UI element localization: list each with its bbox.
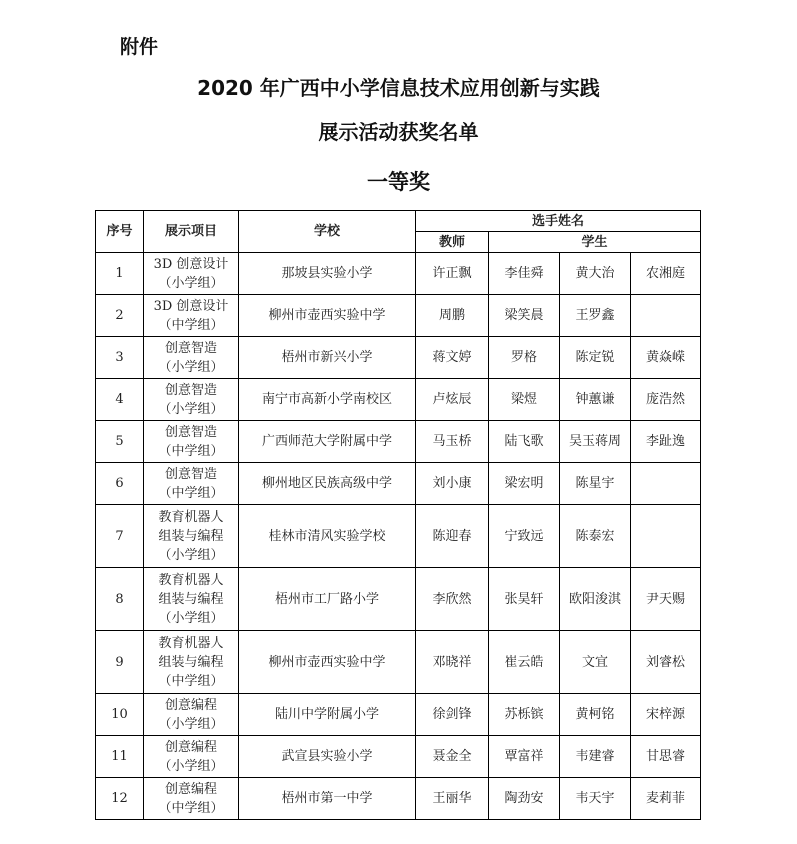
table-row xyxy=(96,379,701,421)
table-row xyxy=(96,631,701,694)
cell-teacher: 徐剑锋 xyxy=(416,694,489,736)
cell-project xyxy=(144,463,239,505)
cell-student: 陈星宇 xyxy=(560,463,631,505)
cell-project xyxy=(144,694,239,736)
cell-project xyxy=(144,379,239,421)
table-row xyxy=(96,253,701,295)
cell-no: 6 xyxy=(96,463,144,505)
header-student: 学生 xyxy=(489,232,701,253)
cell-teacher: 李欣然 xyxy=(416,568,489,631)
cell-project xyxy=(144,736,239,778)
project-text-line: 创意智造 xyxy=(164,340,217,356)
project-text-line: （中学组） xyxy=(158,443,224,459)
cell-student: 甘思睿 xyxy=(631,736,701,778)
cell-school: 那坡县实验小学 xyxy=(239,253,416,295)
project-text-line: 教育机器人 xyxy=(158,635,224,651)
project-text-line: 创意编程 xyxy=(164,739,217,755)
page-title-line2: 展示活动获奖名单 xyxy=(318,120,479,144)
cell-project xyxy=(144,253,239,295)
cell-no: 4 xyxy=(96,379,144,421)
cell-student: 尹天赐 xyxy=(631,568,701,631)
cell-student: 崔云皓 xyxy=(489,631,560,694)
cell-student: 罗格 xyxy=(489,337,560,379)
cell-student: 庞浩然 xyxy=(631,379,701,421)
cell-student: 李佳舜 xyxy=(489,253,560,295)
cell-project xyxy=(144,631,239,694)
cell-school: 梧州市新兴小学 xyxy=(239,337,416,379)
cell-school: 柳州市壶西实验中学 xyxy=(239,631,416,694)
cell-project xyxy=(144,568,239,631)
cell-student: 农湘庭 xyxy=(631,253,701,295)
project-text-line: （中学组） xyxy=(158,800,224,816)
cell-teacher: 聂金全 xyxy=(416,736,489,778)
header-project: 展示项目 xyxy=(144,211,239,253)
cell-student: 刘睿松 xyxy=(631,631,701,694)
project-text-line: （中学组） xyxy=(158,673,224,689)
attachment-label: 附件 xyxy=(120,36,159,58)
table-row xyxy=(96,337,701,379)
cell-teacher: 刘小康 xyxy=(416,463,489,505)
award-level-heading: 一等奖 xyxy=(367,170,430,194)
cell-no: 2 xyxy=(96,295,144,337)
cell-no: 9 xyxy=(96,631,144,694)
project-text-line: 创意智造 xyxy=(164,424,217,440)
cell-student: 吴玉蒋周 xyxy=(560,421,631,463)
cell-project xyxy=(144,778,239,820)
project-text-line: （中学组） xyxy=(158,485,224,501)
cell-student: 苏栎镔 xyxy=(489,694,560,736)
cell-project xyxy=(144,505,239,568)
header-teacher: 教师 xyxy=(416,232,489,253)
project-text-line: 教育机器人 xyxy=(158,509,224,525)
cell-student: 梁宏明 xyxy=(489,463,560,505)
cell-student: 欧阳浚淇 xyxy=(560,568,631,631)
cell-teacher: 许正飘 xyxy=(416,253,489,295)
cell-no: 10 xyxy=(96,694,144,736)
table-row xyxy=(96,463,701,505)
cell-student: 陈定锐 xyxy=(560,337,631,379)
table-row xyxy=(96,694,701,736)
cell-student: 黄焱嵘 xyxy=(631,337,701,379)
page-title-line1: 2020 年广西中小学信息技术应用创新与实践 xyxy=(197,76,600,100)
project-text-line: （小学组） xyxy=(158,610,224,626)
cell-no: 5 xyxy=(96,421,144,463)
project-text-line: 3D 创意设计 xyxy=(153,256,229,272)
table-row xyxy=(96,295,701,337)
cell-student: 韦建睿 xyxy=(560,736,631,778)
cell-student: 钟蕙谦 xyxy=(560,379,631,421)
cell-school: 柳州地区民族高级中学 xyxy=(239,463,416,505)
table-row xyxy=(96,736,701,778)
cell-student: 韦天宇 xyxy=(560,778,631,820)
cell-student: 黄大治 xyxy=(560,253,631,295)
project-text-line: （小学组） xyxy=(158,359,224,375)
header-no: 序号 xyxy=(96,211,144,253)
cell-teacher: 王丽华 xyxy=(416,778,489,820)
cell-school: 梧州市第一中学 xyxy=(239,778,416,820)
project-text-line: 3D 创意设计 xyxy=(153,298,229,314)
project-text-line: 组装与编程 xyxy=(158,591,224,607)
project-text-line: 创意编程 xyxy=(164,781,217,797)
cell-teacher: 邓晓祥 xyxy=(416,631,489,694)
project-text-line: 创意智造 xyxy=(164,382,217,398)
header-contestants: 选手姓名 xyxy=(416,211,701,232)
cell-no: 12 xyxy=(96,778,144,820)
project-text-line: （小学组） xyxy=(158,547,224,563)
cell-student: 宁致远 xyxy=(489,505,560,568)
cell-student: 李趾逸 xyxy=(631,421,701,463)
cell-no: 1 xyxy=(96,253,144,295)
cell-school: 桂林市清风实验学校 xyxy=(239,505,416,568)
project-text-line: 创意智造 xyxy=(164,466,217,482)
project-text-line: （小学组） xyxy=(158,758,224,774)
cell-no: 11 xyxy=(96,736,144,778)
project-text-line: 教育机器人 xyxy=(158,572,224,588)
table-row xyxy=(96,505,701,568)
project-text-line: 创意编程 xyxy=(164,697,217,713)
cell-student: 文宜 xyxy=(560,631,631,694)
table-row xyxy=(96,421,701,463)
cell-no: 7 xyxy=(96,505,144,568)
cell-no: 8 xyxy=(96,568,144,631)
cell-school: 广西师范大学附属中学 xyxy=(239,421,416,463)
cell-teacher: 陈迎春 xyxy=(416,505,489,568)
cell-student: 黄柯铭 xyxy=(560,694,631,736)
cell-student: 宋梓源 xyxy=(631,694,701,736)
project-text-line: （中学组） xyxy=(158,317,224,333)
cell-school: 南宁市高新小学南校区 xyxy=(239,379,416,421)
cell-project xyxy=(144,295,239,337)
table-body xyxy=(96,253,701,820)
cell-project xyxy=(144,337,239,379)
cell-student: 陈泰宏 xyxy=(560,505,631,568)
cell-student: 陶劲安 xyxy=(489,778,560,820)
cell-student xyxy=(631,295,701,337)
project-text-line: 组装与编程 xyxy=(158,654,224,670)
project-text-line: （小学组） xyxy=(158,716,224,732)
cell-no: 3 xyxy=(96,337,144,379)
cell-student: 梁煜 xyxy=(489,379,560,421)
header-school: 学校 xyxy=(239,211,416,253)
cell-teacher: 周鹏 xyxy=(416,295,489,337)
cell-school: 武宣县实验小学 xyxy=(239,736,416,778)
cell-project xyxy=(144,421,239,463)
cell-student: 张昊轩 xyxy=(489,568,560,631)
cell-school: 陆川中学附属小学 xyxy=(239,694,416,736)
project-text-line: 组装与编程 xyxy=(158,528,224,544)
cell-student xyxy=(631,505,701,568)
project-text-line: （小学组） xyxy=(158,401,224,417)
cell-student: 覃富祥 xyxy=(489,736,560,778)
header-row-1 xyxy=(96,211,701,232)
cell-teacher: 蒋文婷 xyxy=(416,337,489,379)
table-row xyxy=(96,778,701,820)
cell-student: 王罗鑫 xyxy=(560,295,631,337)
cell-teacher: 马玉桥 xyxy=(416,421,489,463)
cell-school: 柳州市壶西实验中学 xyxy=(239,295,416,337)
cell-student: 梁笑晨 xyxy=(489,295,560,337)
cell-school: 梧州市工厂路小学 xyxy=(239,568,416,631)
project-text-line: （小学组） xyxy=(158,275,224,291)
winners-table xyxy=(95,210,701,820)
cell-teacher: 卢炫辰 xyxy=(416,379,489,421)
cell-student xyxy=(631,463,701,505)
table-row xyxy=(96,568,701,631)
cell-student: 陆飞歌 xyxy=(489,421,560,463)
cell-student: 麦莉菲 xyxy=(631,778,701,820)
